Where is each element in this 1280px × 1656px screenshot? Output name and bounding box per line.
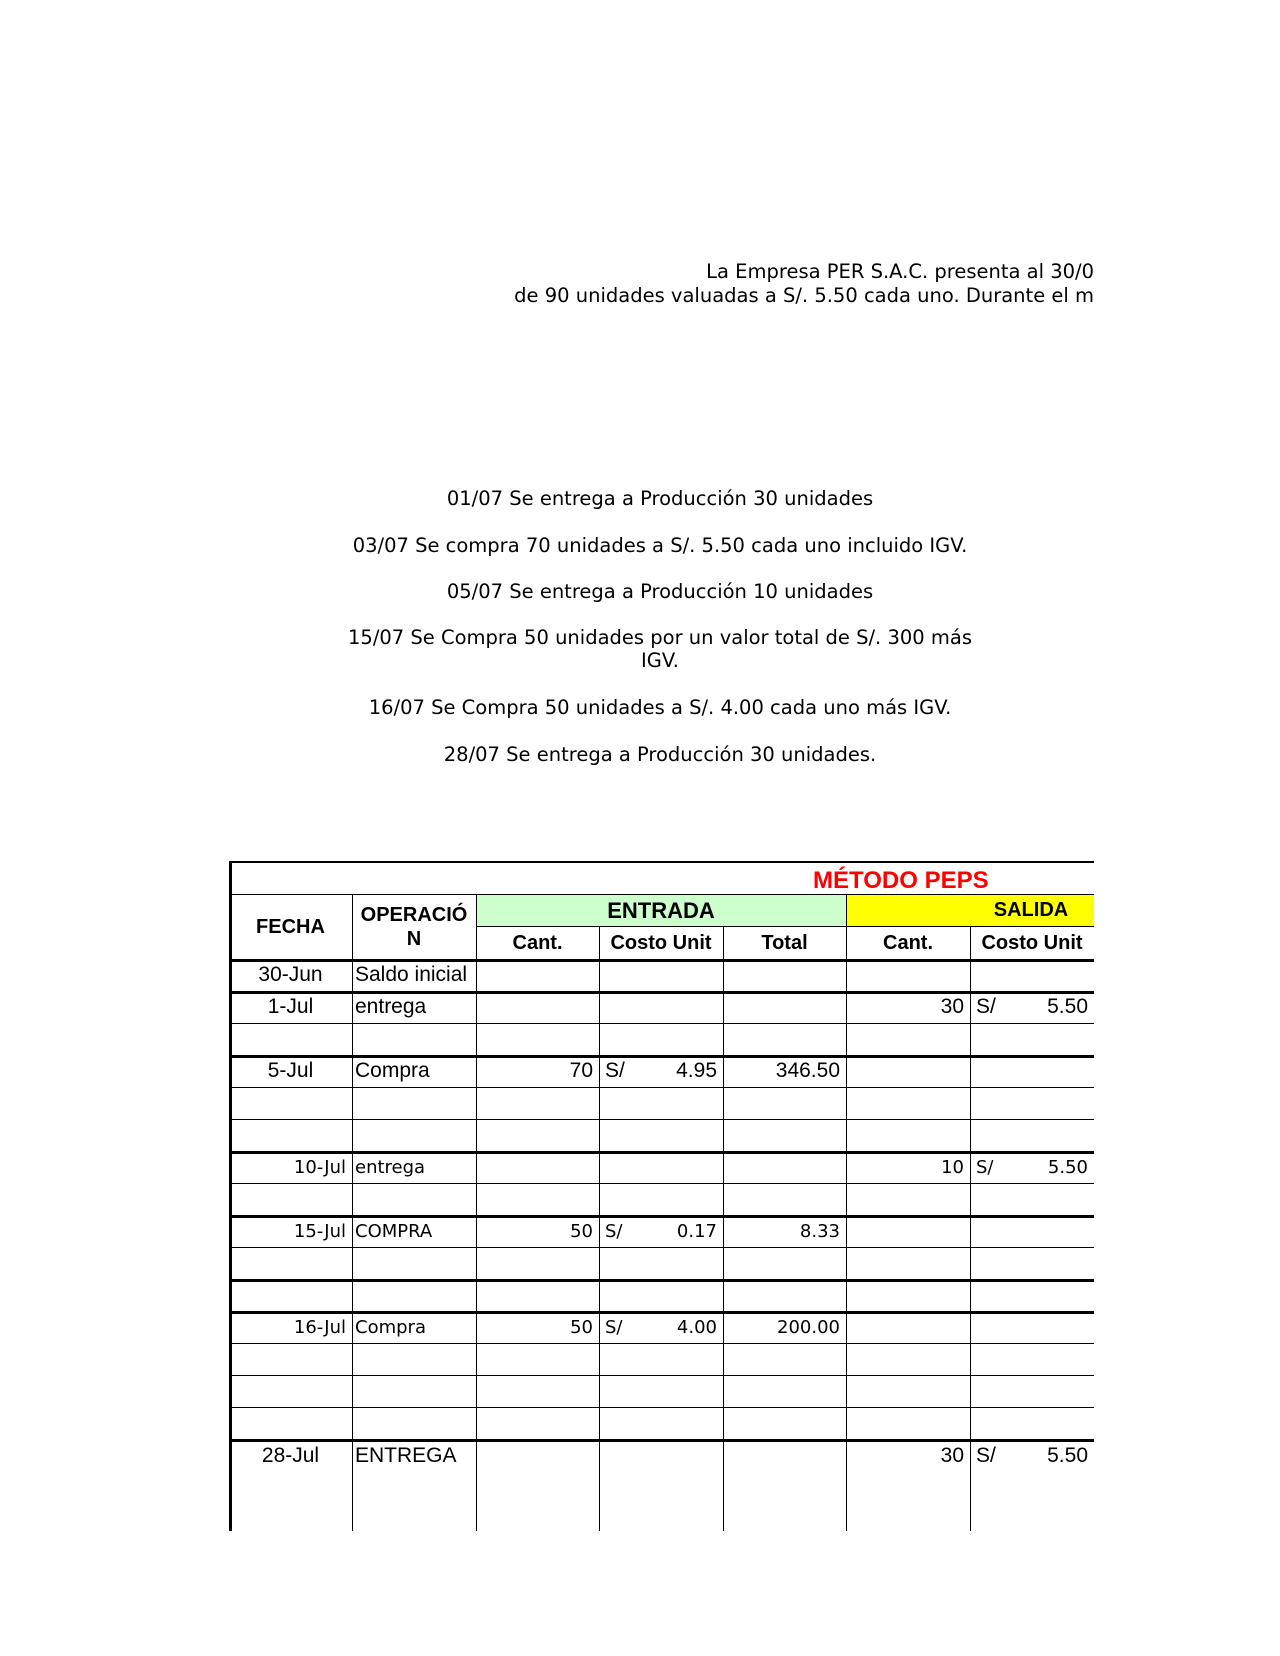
grid-hline <box>229 1119 1094 1120</box>
cell-salida-cant: 30 <box>940 1444 964 1467</box>
grid-hline <box>229 1247 1094 1248</box>
operation-item: 28/07 Se entrega a Producción 30 unidades. <box>443 743 877 766</box>
cell-entrada-costo-unit <box>599 1407 723 1439</box>
cell-entrada-total <box>723 1151 846 1183</box>
cell-entrada-costo-unit <box>599 1023 723 1055</box>
cell-entrada-total <box>723 1023 846 1055</box>
cell-salida-costo-unit <box>970 1087 1094 1119</box>
kardex-grid <box>229 861 1094 1531</box>
cell-entrada-cant <box>476 959 599 991</box>
intro-line-1: La Empresa PER S.A.C. presenta al 30/0 <box>706 260 1094 283</box>
cell-entrada-total <box>723 1407 846 1439</box>
cell-entrada-total <box>723 1087 846 1119</box>
grid-hline <box>229 1215 1094 1218</box>
cell-operacion: entrega <box>355 995 427 1018</box>
cell-entrada-cant <box>476 1247 599 1279</box>
operation-item: 16/07 Se Compra 50 unidades a S/. 4.00 cada uno más IGV. <box>368 696 952 719</box>
header-cant: Cant. <box>512 932 563 954</box>
cell-salida-cant <box>846 1407 970 1439</box>
cell-salida-cant <box>846 1311 970 1343</box>
grid-hline <box>229 1279 1094 1282</box>
cell-operacion: ENTREGA <box>355 1444 457 1467</box>
intro-line-2: de 90 unidades valuadas a S/. 5.50 cada uno. Durante el m <box>514 284 1094 307</box>
grid-hline <box>229 1343 1094 1344</box>
cell-entrada-costo-unit <box>599 1247 723 1279</box>
cell-entrada-total <box>723 1439 846 1473</box>
cell-operacion <box>352 1119 476 1151</box>
grid-hline <box>229 1375 1094 1376</box>
cell-salida-cant <box>846 1247 970 1279</box>
cell-salida-cant <box>846 959 970 991</box>
cell-salida-costo-unit: 5.50 <box>1047 995 1088 1018</box>
grid-hline <box>229 1439 1094 1442</box>
cell-entrada-total <box>723 959 846 991</box>
cell-entrada-total <box>723 1343 846 1375</box>
cell-salida-costo-unit <box>970 1375 1094 1407</box>
cell-fecha: 10-Jul <box>293 1156 346 1178</box>
cell-salida-costo-unit <box>970 1407 1094 1439</box>
cell-operacion: entrega <box>355 1156 426 1178</box>
cell-entrada-costo-unit <box>599 1279 723 1311</box>
cell-fecha <box>229 1119 352 1151</box>
cell-salida-costo-unit <box>970 1311 1094 1343</box>
cell-entrada-costo-unit: 4.95 <box>676 1059 717 1082</box>
cell-entrada-total <box>723 991 846 1023</box>
cell-entrada-costo-unit: 4.00 <box>676 1316 717 1338</box>
cell-entrada-total: 200.00 <box>777 1316 840 1338</box>
cell-operacion <box>352 1375 476 1407</box>
cell-fecha: 1-Jul <box>267 995 314 1018</box>
grid-hline <box>229 1055 1094 1058</box>
cell-fecha: 16-Jul <box>293 1316 346 1338</box>
cell-salida-cant <box>846 1055 970 1087</box>
cell-entrada-cant <box>476 1151 599 1183</box>
cell-entrada-costo-unit <box>599 1439 723 1473</box>
cell-salida-currency: S/ <box>976 1156 994 1178</box>
cell-salida-costo-unit <box>970 1343 1094 1375</box>
cell-operacion <box>352 1247 476 1279</box>
cell-salida-costo-unit <box>970 1023 1094 1055</box>
operation-item: 05/07 Se entrega a Producción 10 unidades <box>446 580 874 603</box>
grid-hline <box>229 1023 1094 1024</box>
cell-fecha: 15-Jul <box>293 1220 346 1242</box>
cell-operacion: Compra <box>355 1059 430 1082</box>
grid-hline <box>229 861 1094 863</box>
entrada-header: ENTRADA <box>476 895 846 926</box>
grid-hline <box>229 1183 1094 1184</box>
cell-salida-cant: 10 <box>941 1156 964 1178</box>
cell-operacion <box>352 1279 476 1311</box>
cell-salida-costo-unit <box>970 1119 1094 1151</box>
cell-salida-cant <box>846 1183 970 1215</box>
cell-entrada-total <box>723 1183 846 1215</box>
grid-hline <box>229 1407 1094 1408</box>
cell-fecha <box>229 1375 352 1407</box>
cell-entrada-costo-unit <box>599 959 723 991</box>
cell-fecha <box>229 1087 352 1119</box>
header-fecha: FECHA <box>256 916 325 938</box>
header-operacion: OPERACIÓN <box>360 904 468 950</box>
grid-hline <box>229 991 1094 994</box>
cell-entrada-cant <box>476 1087 599 1119</box>
cell-salida-cant <box>846 1279 970 1311</box>
cell-entrada-cant <box>476 1439 599 1473</box>
cell-salida-costo-unit <box>970 959 1094 991</box>
cell-entrada-cant <box>476 1279 599 1311</box>
cell-fecha <box>229 1023 352 1055</box>
cell-entrada-total <box>723 1375 846 1407</box>
cell-entrada-costo-unit <box>599 1087 723 1119</box>
grid-hline <box>229 1311 1094 1314</box>
cell-salida-cant <box>846 1023 970 1055</box>
cell-fecha <box>229 1183 352 1215</box>
cell-salida-costo-unit <box>970 1247 1094 1279</box>
kardex-table <box>229 861 1094 1531</box>
operation-item: 15/07 Se Compra 50 unidades por un valor total de S/. 300 más IGV. <box>348 626 972 672</box>
cell-salida-cant <box>846 1215 970 1247</box>
cell-entrada-costo-unit <box>599 1183 723 1215</box>
cell-entrada-cant: 50 <box>570 1220 593 1242</box>
cell-entrada-total <box>723 1279 846 1311</box>
operation-item: 01/07 Se entrega a Producción 30 unidades <box>446 487 874 510</box>
cell-salida-currency: S/ <box>976 1444 996 1467</box>
cell-salida-costo-unit <box>970 1055 1094 1087</box>
cell-entrada-costo-unit: 0.17 <box>676 1220 717 1242</box>
grid-hline <box>229 894 1094 895</box>
cell-salida-costo-unit: 5.50 <box>1047 1156 1088 1178</box>
salida-header: SALIDA <box>846 895 1094 926</box>
cell-operacion <box>352 1343 476 1375</box>
cell-fecha: 28-Jul <box>261 1444 320 1467</box>
grid-hline <box>229 959 1094 962</box>
table-title: MÉTODO PEPS <box>813 867 989 894</box>
cell-operacion <box>352 1183 476 1215</box>
cell-fecha <box>229 1407 352 1439</box>
cell-operacion: Compra <box>355 1316 426 1338</box>
cell-entrada-currency: S/ <box>605 1316 623 1338</box>
cell-entrada-cant <box>476 1183 599 1215</box>
cell-entrada-cant <box>476 1407 599 1439</box>
header-salida-costo-unit: Costo Unit <box>981 932 1083 954</box>
grid-hline <box>229 1151 1094 1154</box>
cell-entrada-currency: S/ <box>605 1220 623 1242</box>
cell-operacion: COMPRA <box>355 1220 433 1242</box>
operation-item: 03/07 Se compra 70 unidades a S/. 5.50 cada uno incluido IGV. <box>352 534 968 557</box>
cell-entrada-cant: 50 <box>570 1316 593 1338</box>
cell-operacion <box>352 1407 476 1439</box>
cell-salida-currency: S/ <box>976 995 996 1018</box>
cell-fecha: 30-Jun <box>258 963 323 986</box>
cell-fecha <box>229 1247 352 1279</box>
cell-entrada-cant <box>476 991 599 1023</box>
grid-hline <box>229 1087 1094 1088</box>
cell-salida-costo-unit <box>970 1279 1094 1311</box>
cell-salida-cant <box>846 1119 970 1151</box>
cell-entrada-total <box>723 1247 846 1279</box>
cell-salida-costo-unit: 5.50 <box>1047 1444 1088 1467</box>
cell-entrada-costo-unit <box>599 1343 723 1375</box>
intro-paragraph <box>0 260 1094 310</box>
cell-fecha <box>229 1343 352 1375</box>
cell-entrada-costo-unit <box>599 1151 723 1183</box>
header-salida-cant: Cant. <box>883 932 933 954</box>
cell-salida-costo-unit <box>970 1215 1094 1247</box>
cell-entrada-cant <box>476 1119 599 1151</box>
cell-fecha: 5-Jul <box>267 1059 314 1082</box>
cell-entrada-costo-unit <box>599 1375 723 1407</box>
cell-entrada-cant <box>476 1343 599 1375</box>
cell-salida-cant <box>846 1343 970 1375</box>
cell-entrada-costo-unit <box>599 991 723 1023</box>
cell-operacion <box>352 1087 476 1119</box>
cell-entrada-cant: 70 <box>569 1059 593 1082</box>
cell-entrada-total: 346.50 <box>775 1059 840 1082</box>
cell-fecha <box>229 1279 352 1311</box>
cell-entrada-costo-unit <box>599 1119 723 1151</box>
cell-salida-cant: 30 <box>940 995 964 1018</box>
header-costo-unit: Costo Unit <box>610 932 712 954</box>
header-total: Total <box>761 932 808 954</box>
cell-entrada-cant <box>476 1375 599 1407</box>
cell-entrada-cant <box>476 1023 599 1055</box>
cell-salida-cant <box>846 1375 970 1407</box>
cell-operacion: Saldo inicial <box>355 963 468 986</box>
cell-salida-costo-unit <box>970 1183 1094 1215</box>
cell-salida-cant <box>846 1087 970 1119</box>
grid-hline <box>476 926 1094 927</box>
cell-operacion <box>352 1023 476 1055</box>
cell-entrada-currency: S/ <box>605 1059 625 1082</box>
cell-entrada-total <box>723 1119 846 1151</box>
cell-entrada-total: 8.33 <box>799 1220 840 1242</box>
